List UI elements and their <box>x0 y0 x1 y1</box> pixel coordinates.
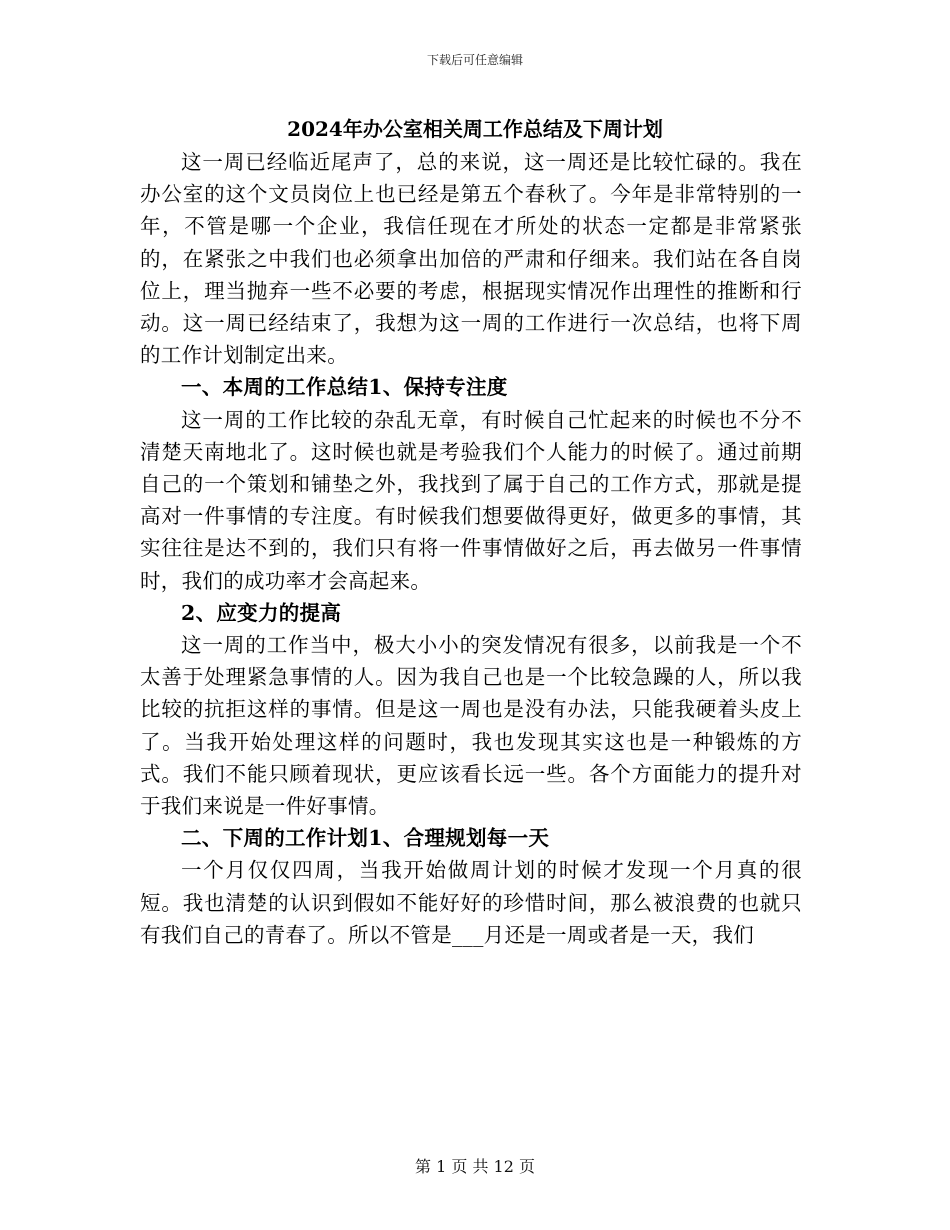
paragraph-adaptability: 这一周的工作当中，极大小小的突发情况有很多，以前我是一个不太善于处理紧急事情的人。因为我自己也是一个比较急躁的人，所以我比较的抗拒这样的事情。但是这一周也是没有办法，只能我硬着头皮上了。当我开始处理这样的问题时，我也发现其实这也是一种锻炼的方式。我们不能只顾着现状，更应该看长远一些。各个方面能力的提升对于我们来说是一件好事情。 <box>140 633 802 819</box>
paragraph-intro: 这一周已经临近尾声了，总的来说，这一周还是比较忙碌的。我在办公室的这个文员岗位上也已经是第五个春秋了。今年是非常特别的一年，不管是哪一个企业，我信任现在才所处的状态一定都是非常紧张的，在紧张之中我们也必须拿出加倍的严肃和仔细来。我们站在各自岗位上，理当抛弃一些不必要的考虑，根据现实情况作出理性的推断和行动。这一周已经结束了，我想为这一周的工作进行一次总结，也将下周的工作计划制定出来。 <box>140 150 802 368</box>
section-heading-weekly-summary: 一、本周的工作总结1、保持专注度 <box>181 375 508 400</box>
page-header: 下载后可任意编辑 <box>426 53 523 67</box>
paragraph-focus: 这一周的工作比较的杂乱无章，有时候自己忙起来的时候也不分不清楚天南地北了。这时候也就是考验我们个人能力的时候了。通过前期自己的一个策划和铺垫之外，我找到了属于自己的工作方式，那就是提高对一件事情的专注度。有时候我们想要做得更好，做更多的事情，其实往往是达不到的，我们只有将一件事情做好之后，再去做另一件事情时，我们的成功率才会高起来。 <box>140 407 802 593</box>
document-body <box>140 146 802 951</box>
document-title: 2024年办公室相关周工作总结及下周计划 <box>287 117 663 141</box>
section-heading-adaptability: 2、应变力的提高 <box>181 600 342 625</box>
section-heading-next-week-plan: 二、下周的工作计划1、合理规划每一天 <box>181 826 550 851</box>
paragraph-plan: 一个月仅仅四周，当我开始做周计划的时候才发现一个月真的很短。我也清楚的认识到假如不能好好的珍惜时间，那么被浪费的也就只有我们自己的青春了。所以不管是___月还是一周或者是一天，我们 <box>140 858 802 947</box>
page-number: 第 1 页 共 12 页 <box>415 1157 535 1176</box>
